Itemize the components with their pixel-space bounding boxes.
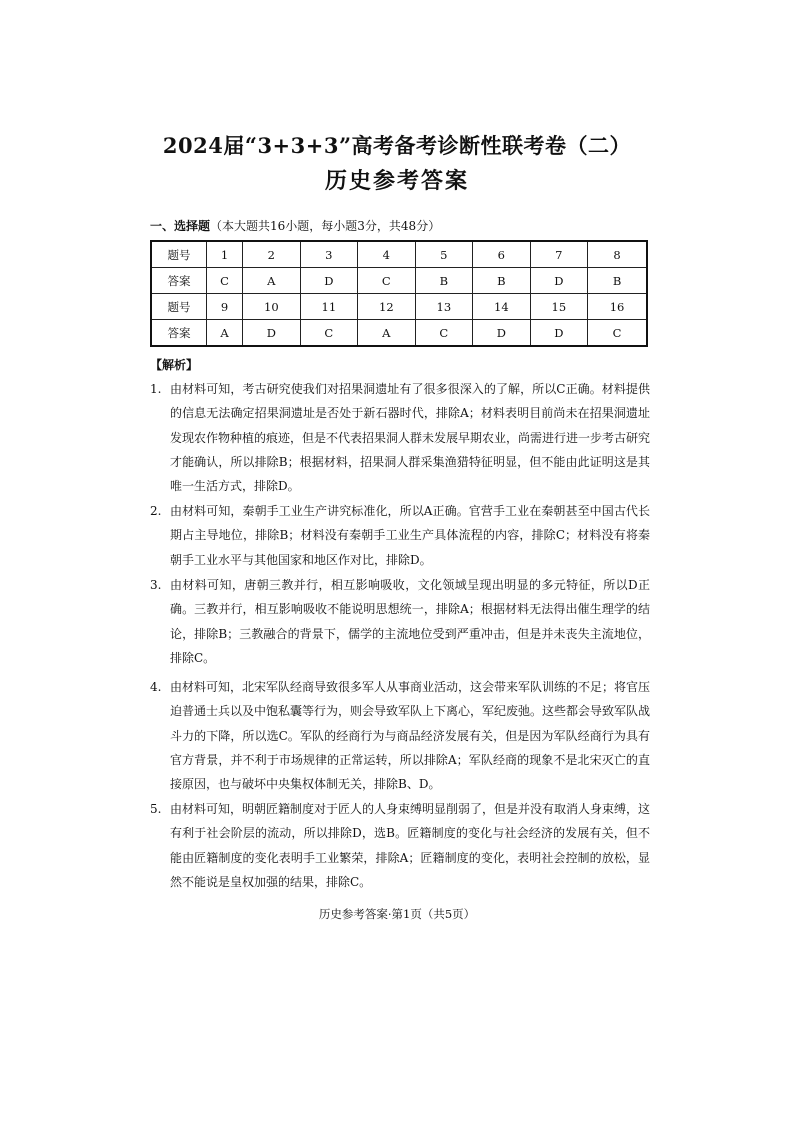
row-label: 题号 [151, 294, 207, 320]
table-cell: 12 [358, 294, 416, 320]
answer-table-row [151, 294, 647, 320]
item-number: 4. [150, 680, 162, 694]
table-cell: D [473, 320, 531, 347]
table-cell: C [415, 320, 473, 347]
table-cell: 16 [588, 294, 647, 320]
table-cell: D [530, 320, 588, 347]
table-cell: A [243, 268, 301, 294]
analysis-item [150, 797, 650, 894]
section-title: 一、选择题 [150, 219, 211, 233]
table-cell: 1 [207, 241, 243, 268]
table-cell: B [473, 268, 531, 294]
row-label: 题号 [151, 241, 207, 268]
table-cell: 6 [473, 241, 531, 268]
document-subtitle: 历史参考答案 [324, 168, 469, 194]
table-cell: 3 [300, 241, 358, 268]
item-text: 由材料可知，考古研究使我们对招果洞遗址有了很多很深入的了解，所以C正确。材料提供的信息无法确定招果洞遗址是否处于新石器时代，排除A；材料表明目前尚未在招果洞遗址发现农作物种植的痕迹，但是不代表招果洞人群未发展早期农业，尚需进行进一步考古研究才能确认，所以排除B；根据材料，招果洞人群采集渔猎特征明显，但不能由此证明这是其唯一生活方式，排除D。 [170, 382, 651, 494]
table-cell: 4 [358, 241, 416, 268]
answer-table-row [151, 268, 647, 294]
table-cell: 2 [243, 241, 301, 268]
item-number: 3. [150, 578, 162, 592]
item-number: 1. [150, 382, 162, 396]
table-cell: C [588, 320, 647, 347]
item-text: 由材料可知，唐朝三教并行，相互影响吸收，文化领域呈现出明显的多元特征，所以D正确。三教并行，相互影响吸收不能说明思想统一，排除A；根据材料无法得出催生理学的结论，排除B；三教融合的背景下，儒学的主流地位受到严重冲击，但是并未丧失主流地位，排除C。 [170, 578, 650, 665]
table-cell: 9 [207, 294, 243, 320]
table-cell: D [300, 268, 358, 294]
table-cell: B [415, 268, 473, 294]
table-cell: C [358, 268, 416, 294]
table-cell: 10 [243, 294, 301, 320]
item-number: 5. [150, 802, 162, 816]
table-cell: 11 [300, 294, 358, 320]
answer-table-row [151, 241, 647, 268]
table-cell: C [300, 320, 358, 347]
item-text: 由材料可知，明朝匠籍制度对于匠人的人身束缚明显削弱了，但是并没有取消人身束缚，这有利于社会阶层的流动，所以排除D，选B。匠籍制度的变化与社会经济的发展有关，但不能由匠籍制度的变化表明手工业繁荣，排除A；匠籍制度的变化，表明社会控制的放松，显然不能说是皇权加强的结果，排除C。 [170, 802, 651, 889]
page-footer: 历史参考答案·第1页（共5页） [318, 907, 476, 921]
analysis-item [150, 499, 650, 572]
section-description: （本大题共16小题，每小题3分，共48分） [210, 219, 441, 233]
section-heading [150, 217, 440, 234]
table-cell: 8 [588, 241, 647, 268]
table-cell: D [243, 320, 301, 347]
answer-table-row [151, 320, 647, 347]
table-cell: 13 [415, 294, 473, 320]
row-label: 答案 [151, 320, 207, 347]
row-label: 答案 [151, 268, 207, 294]
table-cell: A [358, 320, 416, 347]
table-cell: 7 [530, 241, 588, 268]
item-number: 2. [150, 504, 162, 518]
document-title: 2024届“3+3+3”高考备考诊断性联考卷（二） [162, 133, 632, 158]
item-text: 由材料可知，北宋军队经商导致很多军人从事商业活动，这会带来军队训练的不足；将官压迫普通士兵以及中饱私囊等行为，则会导致军队上下离心，军纪废弛。这些都会导致军队战斗力的下降，所以选C。军队的经商行为与商品经济发展有关，但是因为军队经商行为具有官方背景，并不利于市场规律的正常运转，所以排除A；军队经商的现象不是北宋灭亡的直接原因，也与破坏中央集权体制无关，排除B、D。 [170, 680, 651, 792]
table-cell: A [207, 320, 243, 347]
table-cell: C [207, 268, 243, 294]
analysis-heading: 【解析】 [150, 358, 199, 372]
table-cell: 14 [473, 294, 531, 320]
table-cell: D [530, 268, 588, 294]
answer-table [150, 240, 648, 347]
table-cell: B [588, 268, 647, 294]
item-text: 由材料可知，秦朝手工业生产讲究标准化，所以A正确。官营手工业在秦朝甚至中国古代长期占主导地位，排除B；材料没有秦朝手工业生产具体流程的内容，排除C；材料没有将秦朝手工业水平与其他国家和地区作对比，排除D。 [170, 504, 650, 567]
analysis-item [150, 573, 650, 670]
analysis-item [150, 675, 650, 796]
table-cell: 15 [530, 294, 588, 320]
table-cell: 5 [415, 241, 473, 268]
analysis-item [150, 377, 650, 498]
